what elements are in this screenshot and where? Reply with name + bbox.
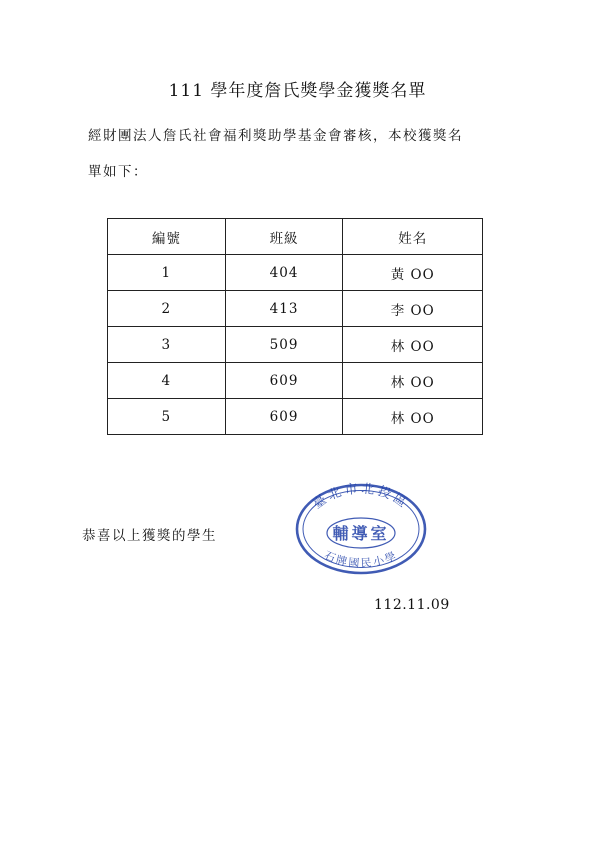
- cell-class: 509: [225, 327, 343, 363]
- cell-name: 林 OO: [343, 327, 483, 363]
- table-row: [108, 399, 483, 435]
- table-row: [108, 255, 483, 291]
- congratulations-text: 恭喜以上獲獎的學生: [82, 528, 217, 544]
- intro-line-2: 單如下：: [88, 164, 148, 180]
- cell-number: 2: [108, 291, 226, 327]
- table-row: [108, 363, 483, 399]
- winners-table: [107, 218, 483, 435]
- svg-text:石牌國民小學: [322, 549, 400, 570]
- intro-line-1: 經財團法人詹氏社會福利獎助學基金會審核，本校獲獎名: [88, 128, 463, 144]
- cell-class: 413: [225, 291, 343, 327]
- page-title: 111 學年度詹氏獎學金獲獎名單: [168, 81, 427, 101]
- header-class: 班級: [225, 219, 343, 255]
- header-number: 編號: [108, 219, 226, 255]
- seal-center-text: 輔導室: [332, 524, 390, 543]
- cell-name: 林 OO: [343, 363, 483, 399]
- table-row: [108, 291, 483, 327]
- cell-number: 3: [108, 327, 226, 363]
- cell-number: 1: [108, 255, 226, 291]
- seal-bottom-text: 石牌國民小學: [322, 548, 400, 570]
- cell-class: 404: [225, 255, 343, 291]
- office-seal-stamp: [293, 481, 429, 577]
- cell-name: 李 OO: [343, 291, 483, 327]
- table-header-row: [108, 219, 483, 255]
- header-name: 姓名: [343, 219, 483, 255]
- seal-top-text: 臺北市北投區: [310, 481, 412, 513]
- table-row: [108, 327, 483, 363]
- intro-paragraph: [88, 118, 508, 190]
- cell-name: 黃 OO: [343, 255, 483, 291]
- cell-class: 609: [225, 399, 343, 435]
- cell-name: 林 OO: [343, 399, 483, 435]
- cell-number: 4: [108, 363, 226, 399]
- cell-class: 609: [225, 363, 343, 399]
- issue-date: 112.11.09: [374, 597, 450, 613]
- cell-number: 5: [108, 399, 226, 435]
